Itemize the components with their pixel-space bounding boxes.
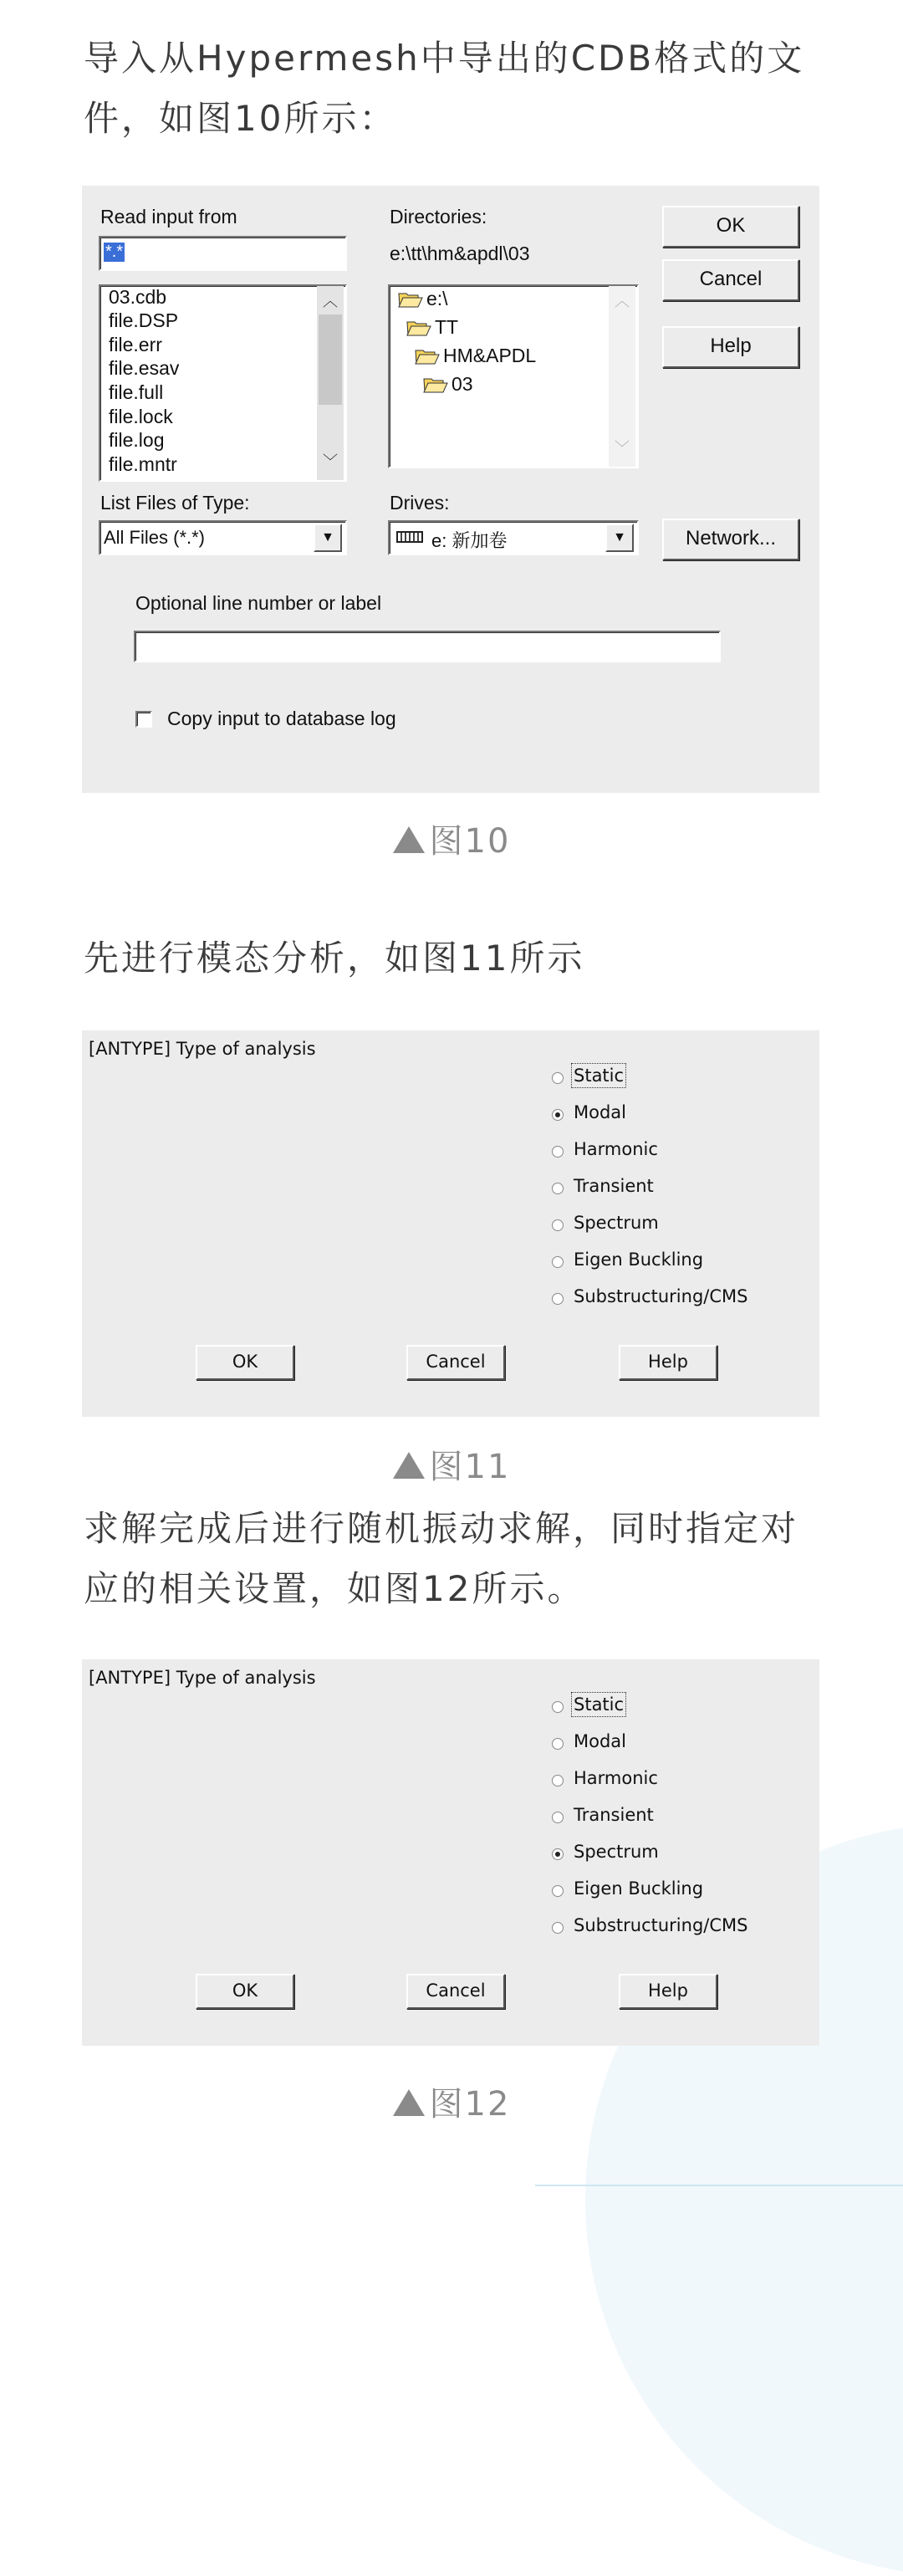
list-files-select[interactable] — [99, 520, 347, 555]
ok-button[interactable]: OK — [196, 1345, 294, 1380]
ok-button[interactable]: OK — [196, 1974, 294, 2009]
network-button[interactable]: Network... — [662, 519, 799, 560]
radio-icon — [552, 1775, 564, 1786]
radio-icon — [552, 1146, 564, 1158]
current-path: e:\tt\hm&apdl\03 — [390, 243, 530, 264]
drive-icon — [396, 531, 423, 543]
read-input-field[interactable] — [99, 236, 347, 271]
ok-button[interactable]: OK — [662, 206, 799, 248]
triangle-icon — [393, 1452, 425, 1479]
open-folder-icon — [398, 291, 423, 308]
list-files-label: List Files of Type: — [100, 492, 250, 514]
radio-icon — [552, 1293, 564, 1305]
optional-label: Optional line number or label — [135, 592, 382, 614]
scroll-thumb[interactable] — [319, 314, 342, 405]
cancel-button[interactable]: Cancel — [406, 1345, 505, 1380]
dir-tree-scrollbar[interactable] — [609, 286, 635, 467]
list-files-value: All Files (*.*) — [104, 527, 206, 548]
radio-icon — [552, 1701, 564, 1713]
fig10-caption: 图10 — [0, 815, 903, 862]
triangle-icon — [393, 2089, 425, 2116]
antype-title: [ANTYPE] Type of analysis — [89, 1668, 316, 1688]
file-item[interactable]: 03.cdb — [109, 286, 167, 308]
help-button[interactable]: Help — [662, 326, 799, 368]
copy-checkbox[interactable] — [135, 711, 152, 728]
help-button[interactable]: Help — [619, 1345, 717, 1380]
dir-item[interactable]: TT — [435, 316, 459, 338]
radio-icon — [552, 1812, 564, 1823]
triangle-icon — [393, 826, 425, 853]
scroll-up-icon[interactable]: ︿ — [323, 293, 338, 309]
scroll-down-icon[interactable]: ﹀ — [323, 453, 338, 470]
fig11-caption: 图11 — [0, 1440, 903, 1488]
read-input-dialog — [82, 186, 819, 793]
paragraph-2: 先进行模态分析，如图11所示 — [84, 938, 585, 979]
file-item[interactable]: file.lock — [109, 406, 173, 427]
scroll-down-icon[interactable]: ﹀ — [615, 440, 630, 457]
file-item[interactable]: file.err — [109, 334, 162, 355]
drives-label: Drives: — [390, 492, 450, 514]
copy-checkbox-label: Copy input to database log — [167, 708, 396, 729]
chevron-down-icon[interactable]: ▼ — [314, 524, 342, 552]
paragraph-3: 求解完成后进行随机振动求解，同时指定对应的相关设置，如图12所示。 — [84, 1508, 799, 1609]
read-input-value: *.* — [105, 243, 124, 261]
chevron-down-icon[interactable]: ▼ — [605, 524, 634, 552]
drives-value: e: 新加卷 — [431, 530, 508, 551]
open-folder-icon — [415, 348, 440, 365]
dir-item[interactable]: 03 — [452, 373, 473, 395]
decor-line — [535, 2185, 903, 2186]
open-folder-icon — [406, 319, 431, 336]
cancel-button[interactable]: Cancel — [406, 1974, 505, 2009]
help-button[interactable]: Help — [619, 1974, 717, 2009]
file-item[interactable]: file.mntr — [109, 453, 177, 475]
radio-icon — [552, 1885, 564, 1897]
antype-dialog-fig12: [ANTYPE] Type of analysis Static Modal Harmonic Transient Spectrum Eigen Buckling Substructuring/CMS OK Cancel Help — [82, 1659, 819, 2046]
radio-icon — [552, 1256, 564, 1268]
radio-icon — [552, 1848, 564, 1860]
radio-icon — [552, 1738, 564, 1750]
cancel-button[interactable]: Cancel — [662, 259, 799, 301]
optional-input[interactable] — [134, 631, 721, 662]
open-folder-icon — [423, 376, 448, 393]
dir-item[interactable]: HM&APDL — [443, 345, 537, 366]
fig12-caption: 图12 — [0, 2078, 903, 2125]
file-list[interactable] — [99, 284, 347, 482]
radio-icon — [552, 1922, 564, 1934]
dir-item[interactable]: e:\ — [426, 288, 448, 309]
radio-icon — [552, 1219, 564, 1231]
file-item[interactable]: file.esav — [109, 357, 180, 379]
file-list-scrollbar[interactable] — [317, 286, 344, 480]
drives-select[interactable] — [388, 520, 639, 555]
antype-dialog-fig11: [ANTYPE] Type of analysis Static Modal Harmonic Transient Spectrum Eigen Buckling Substructuring/CMS OK Cancel Help — [82, 1030, 819, 1417]
radio-icon — [552, 1183, 564, 1194]
directories-label: Directories: — [390, 206, 487, 227]
file-item[interactable]: file.log — [109, 429, 165, 451]
radio-icon — [552, 1109, 564, 1121]
directory-tree[interactable] — [388, 284, 639, 468]
read-input-label: Read input from — [100, 206, 237, 227]
file-item[interactable]: file.full — [109, 381, 164, 403]
antype-title: [ANTYPE] Type of analysis — [89, 1039, 316, 1059]
intro-paragraph: 导入从Hypermesh中导出的CDB格式的文件，如图10所示： — [84, 38, 805, 139]
radio-icon — [552, 1072, 564, 1084]
file-item[interactable]: file.DSP — [109, 309, 179, 331]
scroll-up-icon[interactable]: ︿ — [615, 293, 630, 309]
